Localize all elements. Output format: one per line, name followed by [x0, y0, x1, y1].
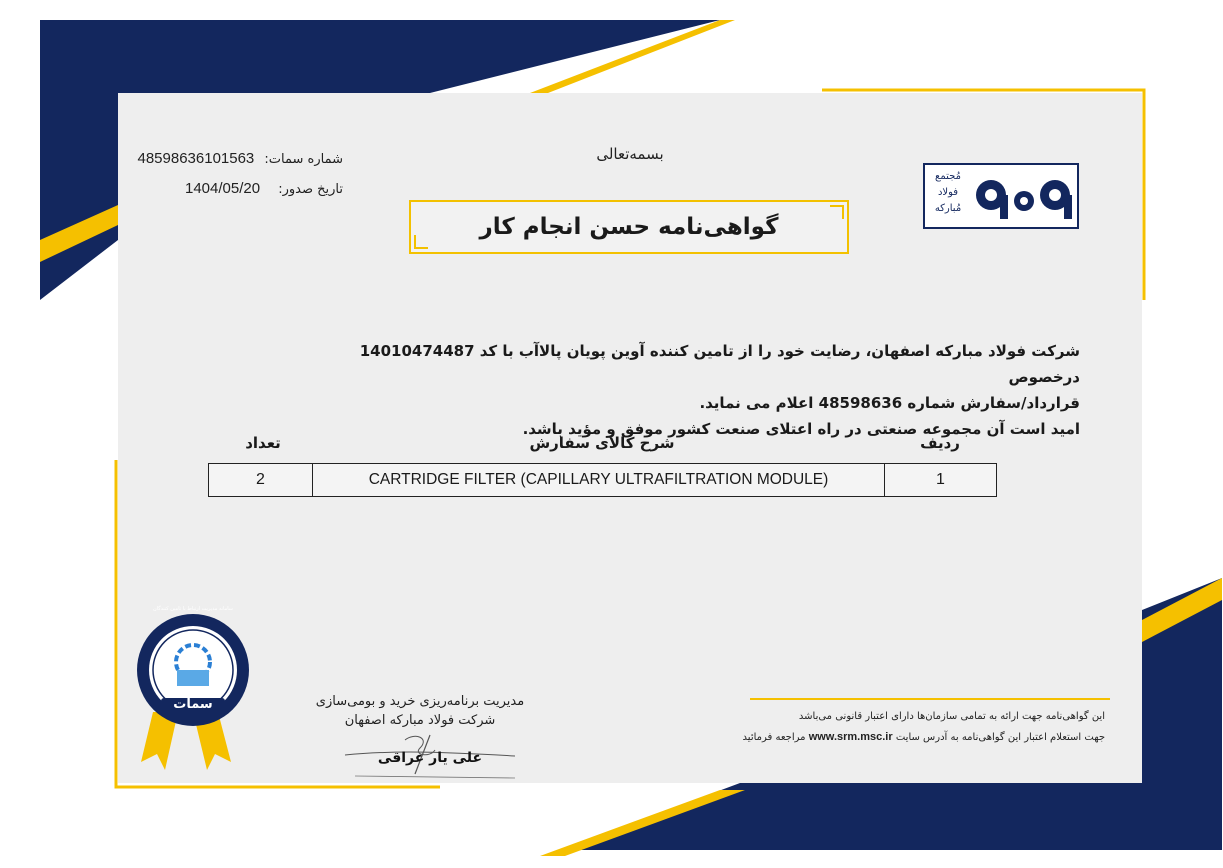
body-line-1: شرکت فولاد مبارکه اصفهان، رضایت خود را از تامین کننده آوین پویان پالاآب با کد 14010474487 درخصوص	[359, 342, 1080, 386]
logo-text	[928, 169, 968, 217]
logo-line-3: مُبارکه	[934, 203, 962, 214]
footer-note-1: این گواهی‌نامه جهت ارائه به تمامی سازمان‌ها دارای اعتبار قانونی می‌باشد	[798, 711, 1105, 722]
issue-date-label: تاریخ صدور:	[278, 182, 343, 197]
certificate-title-box	[409, 200, 849, 254]
samat-number-value: 48598636101563	[137, 150, 255, 167]
seal-ring-text: سامانه مدیریت ارتباط با تامین کنندگان	[153, 606, 233, 612]
certificate-title: گواهی‌نامه حسن انجام کار	[479, 214, 779, 240]
signature-dept-line-2: شرکت فولاد مبارکه اصفهان	[344, 713, 496, 728]
table-header-desc: شرح کالای سفارش	[529, 434, 675, 452]
certificate-body	[335, 338, 1080, 442]
issue-date-value: 1404/05/20	[184, 180, 261, 197]
footer-note-2	[700, 731, 1105, 743]
footer-divider	[750, 698, 1110, 700]
footer-note-2-suffix: مراجعه فرمائید	[742, 732, 806, 743]
logo-line-1: مُجتمع	[935, 171, 961, 182]
signature-department	[300, 692, 540, 730]
issue-date-row	[128, 180, 343, 197]
seal-center-text: سمات	[173, 697, 213, 712]
body-line-3: امید است آن مجموعه صنعتی در راه اعتلای صنعت کشور موفق و مؤید باشد.	[522, 420, 1080, 438]
samat-seal-icon	[133, 612, 253, 772]
basmala: بسمه‌تعالی	[596, 145, 664, 163]
table-cell-row: 1	[884, 463, 997, 497]
signer-name: علی یار عراقی	[377, 750, 483, 766]
footer-site-link[interactable]: www.srm.msc.ir	[808, 731, 893, 743]
samat-number-row	[128, 150, 343, 167]
company-logo	[923, 163, 1079, 229]
table-cell-desc: CARTRIDGE FILTER (CAPILLARY ULTRAFILTRATION MODULE)	[312, 463, 885, 497]
footer-note-2-prefix: جهت استعلام اعتبار این گواهی‌نامه به آدرس سایت	[895, 732, 1105, 743]
signature-dept-line-1: مدیریت برنامه‌ریزی خرید و بومی‌سازی	[315, 694, 525, 709]
samat-number-label: شماره سمات:	[264, 152, 343, 167]
logo-line-2: فولاد	[937, 187, 959, 198]
body-line-2: قرارداد/سفارش شماره 48598636 اعلام می نماید.	[699, 394, 1080, 412]
table-header-row: ردیف	[920, 434, 960, 452]
table-header-qty: تعداد	[245, 434, 281, 452]
table-cell-qty: 2	[208, 463, 313, 497]
logo-mark-icon	[969, 171, 1077, 223]
